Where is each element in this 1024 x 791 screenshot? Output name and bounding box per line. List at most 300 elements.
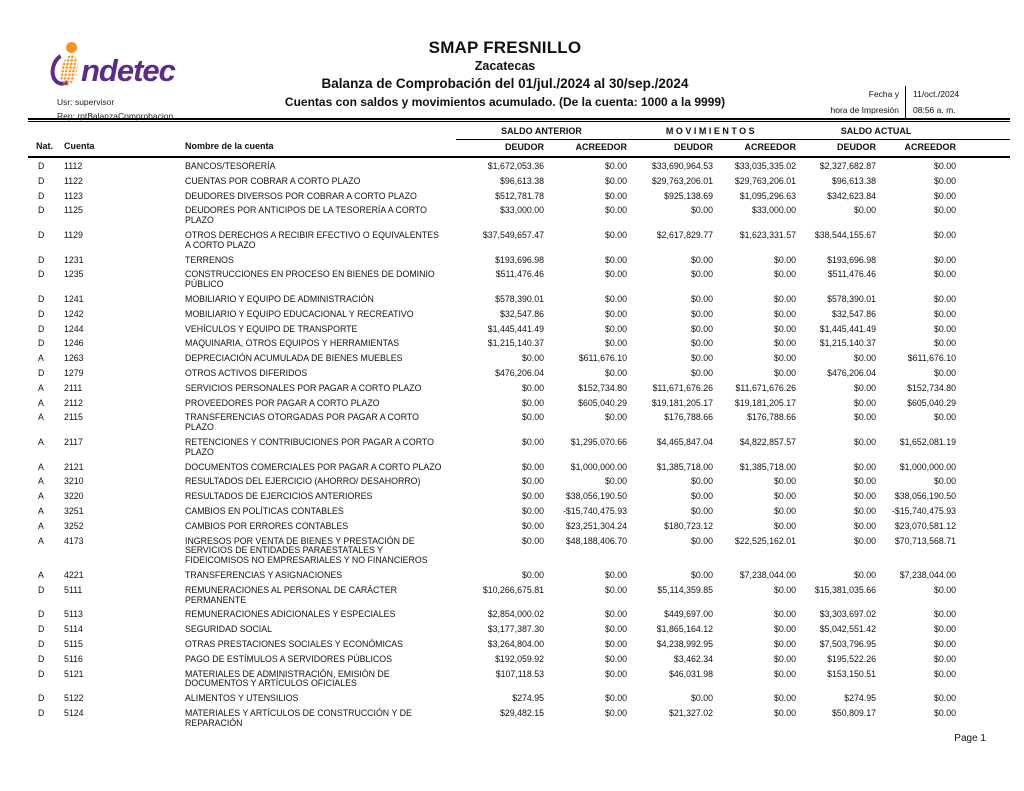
table-body: [28, 157, 1010, 731]
movimientos-deudor-cell: $0.00: [691, 368, 714, 379]
row-end-spacer: [956, 519, 1010, 534]
account-name-cell: RESULTADOS DEL EJERCICIO (AHORRO/ DESAHORRO): [185, 476, 421, 487]
account-code-cell: 1246: [64, 338, 84, 349]
row-end-spacer: [956, 157, 1010, 175]
account-name-cell: DEUDORES DIVERSOS POR COBRAR A CORTO PLAZO: [185, 190, 417, 201]
saldo-anterior-acreedor-cell: $0.00: [605, 323, 628, 334]
nat-cell: A: [38, 382, 44, 393]
nat-cell: D: [38, 368, 45, 379]
saldo-anterior-deudor-cell: $32,547.86: [499, 308, 544, 319]
movimientos-deudor-cell: $0.00: [691, 693, 714, 704]
saldo-anterior-acreedor-cell: $1,000,000.00: [570, 461, 628, 472]
title-block: [250, 38, 760, 109]
account-row: [28, 189, 1010, 204]
saldo-actual-acreedor-cell: $0.00: [934, 653, 957, 664]
movimientos-acreedor-cell: $0.00: [774, 368, 797, 379]
saldo-anterior-acreedor-cell: $0.00: [605, 368, 628, 379]
nat-cell: D: [38, 294, 45, 305]
entity-state: Zacatecas: [474, 59, 536, 73]
nat-cell: A: [38, 437, 44, 448]
movimientos-deudor-cell: $29,763,206.01: [651, 175, 714, 186]
account-row: [28, 307, 1010, 322]
saldo-actual-deudor-cell: $38,544,155.67: [814, 230, 877, 241]
saldo-actual-acreedor-cell: $1,000,000.00: [899, 461, 957, 472]
nat-cell: D: [38, 638, 45, 649]
report-title: Balanza de Comprobación del 01/jul./2024 al 30/sep./2024: [321, 76, 689, 91]
saldo-actual-deudor-cell: $1,445,441.49: [819, 323, 877, 334]
saldo-actual-deudor-cell: $0.00: [854, 205, 877, 216]
account-code-cell: 1112: [64, 161, 83, 172]
saldo-actual-deudor-cell: $0.00: [854, 570, 877, 580]
row-end-spacer: [956, 608, 1010, 623]
saldo-actual-acreedor-cell: $0.00: [934, 205, 957, 216]
row-end-spacer: [956, 352, 1010, 367]
row-end-spacer: [956, 652, 1010, 667]
row-end-spacer: [956, 189, 1010, 204]
movimientos-acreedor-cell: $33,035,335.02: [734, 161, 797, 172]
saldo-anterior-acreedor-cell: $0.00: [605, 230, 628, 241]
account-name-cell: DEUDORES POR ANTICIPOS DE LA TESORERÍA A CORTO PLAZO: [185, 205, 427, 226]
user-line: Usr: supervisor: [57, 97, 115, 107]
account-code-cell: 1235: [64, 269, 84, 280]
saldo-actual-acreedor-cell: $0.00: [934, 584, 957, 595]
saldo-anterior-acreedor-cell: $152,734.80: [578, 382, 628, 393]
account-name-cell: RETENCIONES Y CONTRIBUCIONES POR PAGAR A CORTO PLAZO: [185, 437, 434, 457]
saldo-actual-deudor-cell: $0.00: [854, 506, 877, 517]
saldo-actual-acreedor-cell: $38,056,190.50: [894, 491, 957, 502]
movimientos-acreedor-cell: $0.00: [774, 653, 797, 664]
entity-title: SMAP FRESNILLO: [428, 38, 582, 57]
group-header-saldo-anterior: SALDO ANTERIOR: [456, 124, 627, 139]
print-meta: [812, 86, 988, 118]
movimientos-deudor-cell: $0.00: [691, 353, 714, 364]
saldo-anterior-deudor-cell: $193,696.98: [495, 254, 544, 265]
saldo-anterior-deudor-cell: $0.00: [521, 506, 544, 517]
nat-cell: D: [38, 584, 45, 595]
saldo-anterior-acreedor-cell: $0.00: [605, 269, 628, 280]
account-row: [28, 623, 1010, 638]
saldo-anterior-acreedor-cell: $0.00: [605, 707, 628, 718]
account-name-cell: DEPRECIACIÓN ACUMULADA DE BIENES MUEBLES: [185, 353, 403, 364]
nat-cell: A: [38, 461, 44, 472]
account-code-cell: 1122: [64, 175, 83, 186]
movimientos-deudor-cell: $0.00: [691, 491, 714, 502]
saldo-actual-acreedor-cell: $0.00: [934, 609, 957, 620]
account-code-cell: 5114: [64, 624, 83, 635]
nat-cell: D: [38, 693, 45, 704]
nat-cell: A: [38, 353, 44, 364]
account-name-cell: CONSTRUCCIONES EN PROCESO EN BIENES DE DOMINIO PÚBLICO: [185, 269, 435, 290]
movimientos-acreedor-cell: $0.00: [774, 308, 797, 319]
movimientos-acreedor-cell: $0.00: [774, 624, 797, 635]
print-date-label: Fecha y: [812, 86, 906, 102]
row-end-spacer: [956, 337, 1010, 352]
saldo-anterior-deudor-cell: $3,177,387.30: [487, 624, 544, 635]
saldo-anterior-deudor-cell: $2,854,000.02: [487, 609, 544, 620]
report-scope: Cuentas con saldos y movimientos acumulado. (De la cuenta: 1000 a la 9999): [284, 95, 726, 109]
saldo-anterior-deudor-cell: $0.00: [521, 461, 544, 472]
account-row: [28, 396, 1010, 411]
saldo-anterior-deudor-cell: $96,613.38: [499, 175, 544, 186]
saldo-anterior-deudor-cell: $476,206.04: [495, 368, 544, 379]
account-row: [28, 652, 1010, 667]
col-header-nat: Nat.: [28, 139, 64, 156]
saldo-actual-deudor-cell: $195,522.26: [827, 653, 877, 664]
account-name-cell: VEHÍCULOS Y EQUIPO DE TRANSPORTE: [185, 323, 358, 334]
saldo-anterior-deudor-cell: $511,476.46: [495, 269, 544, 280]
account-name-cell: OTROS DERECHOS A RECIBIR EFECTIVO O EQUIVALENTES A CORTO PLAZO: [185, 230, 440, 250]
saldo-actual-deudor-cell: $3,303,697.02: [819, 609, 877, 620]
account-name-cell: MOBILIARIO Y EQUIPO EDUCACIONAL Y RECREATIVO: [185, 308, 414, 319]
movimientos-acreedor-cell: $0.00: [774, 476, 797, 487]
nat-cell: A: [38, 491, 44, 502]
nat-cell: D: [38, 175, 45, 186]
nat-cell: D: [38, 624, 45, 635]
movimientos-deudor-cell: $4,465,847.04: [656, 437, 714, 448]
account-code-cell: 1279: [64, 368, 84, 379]
saldo-actual-acreedor-cell: -$15,740,475.93: [891, 506, 957, 517]
row-end-spacer: [956, 623, 1010, 638]
movimientos-acreedor-cell: $0.00: [774, 693, 797, 704]
col-header-acreedor-actual: ACREEDOR: [876, 139, 956, 156]
saldo-anterior-acreedor-cell: $0.00: [605, 161, 628, 172]
movimientos-deudor-cell: $3,462.34: [673, 653, 714, 664]
saldo-actual-acreedor-cell: $70,713,568.71: [894, 535, 957, 546]
saldo-anterior-deudor-cell: $0.00: [521, 353, 544, 364]
account-name-cell: OTROS ACTIVOS DIFERIDOS: [185, 368, 308, 379]
saldo-anterior-acreedor-cell: $0.00: [605, 294, 628, 305]
saldo-actual-acreedor-cell: $0.00: [934, 368, 957, 379]
account-row: [28, 706, 1010, 731]
row-end-spacer: [956, 229, 1010, 254]
movimientos-deudor-cell: $1,865,164.12: [656, 624, 714, 635]
movimientos-deudor-cell: $925,138.69: [664, 190, 714, 201]
movimientos-deudor-cell: $0.00: [691, 476, 714, 487]
account-row: [28, 519, 1010, 534]
movimientos-deudor-cell: $2,617,829.77: [656, 230, 714, 241]
row-end-spacer: [956, 293, 1010, 308]
movimientos-deudor-cell: $21,327.02: [668, 707, 714, 718]
row-end-spacer: [956, 505, 1010, 520]
saldo-anterior-deudor-cell: $0.00: [521, 397, 544, 408]
row-end-spacer: [956, 692, 1010, 707]
saldo-actual-deudor-cell: $15,381,035.66: [814, 584, 877, 595]
saldo-actual-acreedor-cell: $611,676.10: [907, 353, 957, 364]
account-name-cell: REMUNERACIONES AL PERSONAL DE CARÁCTER PERMANENTE: [185, 584, 397, 605]
movimientos-deudor-cell: $0.00: [691, 294, 714, 305]
saldo-actual-acreedor-cell: $0.00: [934, 175, 957, 186]
account-name-cell: BANCOS/TESORERÍA: [185, 161, 276, 172]
row-end-spacer: [956, 204, 1010, 229]
account-row: [28, 293, 1010, 308]
movimientos-acreedor-cell: $0.00: [774, 338, 797, 349]
saldo-actual-deudor-cell: $2,327,682.87: [819, 161, 877, 172]
account-code-cell: 4221: [64, 570, 84, 580]
movimientos-acreedor-cell: $176,788.66: [747, 412, 797, 423]
saldo-anterior-deudor-cell: $192,059.92: [495, 653, 544, 664]
account-row: [28, 337, 1010, 352]
account-name-cell: MOBILIARIO Y EQUIPO DE ADMINISTRACIÓN: [185, 294, 374, 305]
account-row: [28, 174, 1010, 189]
nat-cell: D: [38, 161, 45, 172]
page-number: Page 1: [954, 733, 986, 744]
movimientos-deudor-cell: $0.00: [691, 205, 714, 216]
account-code-cell: 2117: [64, 437, 83, 448]
account-code-cell: 1231: [64, 254, 84, 265]
col-header-deudor-anterior: DEUDOR: [456, 139, 544, 156]
saldo-actual-acreedor-cell: $0.00: [934, 190, 957, 201]
row-end-spacer: [956, 637, 1010, 652]
saldo-anterior-acreedor-cell: -$15,740,475.93: [562, 506, 628, 517]
movimientos-acreedor-cell: $0.00: [774, 323, 797, 334]
account-name-cell: CUENTAS POR COBRAR A CORTO PLAZO: [185, 175, 361, 186]
account-code-cell: 1242: [64, 308, 84, 319]
account-row: [28, 637, 1010, 652]
account-code-cell: 2112: [64, 397, 83, 408]
print-date-value: 11/oct./2024: [913, 89, 960, 99]
saldo-anterior-acreedor-cell: $0.00: [605, 668, 628, 679]
account-row: [28, 608, 1010, 623]
saldo-anterior-deudor-cell: $10,266,675.81: [482, 584, 544, 595]
account-code-cell: 1241: [64, 294, 84, 305]
saldo-actual-deudor-cell: $50,809.17: [831, 707, 877, 718]
saldo-anterior-acreedor-cell: $0.00: [605, 584, 628, 595]
logo-text: ndetec: [81, 53, 175, 88]
saldo-anterior-acreedor-cell: $0.00: [605, 624, 628, 635]
saldo-anterior-acreedor-cell: $0.00: [605, 653, 628, 664]
account-name-cell: DOCUMENTOS COMERCIALES POR PAGAR A CORTO PLAZO: [185, 461, 442, 472]
saldo-actual-acreedor-cell: $0.00: [934, 412, 957, 423]
account-row: [28, 583, 1010, 608]
row-end-spacer: [956, 396, 1010, 411]
saldo-anterior-acreedor-cell: $605,040.29: [578, 397, 628, 408]
saldo-anterior-acreedor-cell: $1,295,070.66: [570, 437, 628, 448]
saldo-anterior-acreedor-cell: $0.00: [605, 308, 628, 319]
saldo-actual-deudor-cell: $0.00: [854, 437, 877, 448]
saldo-actual-deudor-cell: $511,476.46: [827, 269, 877, 280]
movimientos-acreedor-cell: $1,095,296.63: [739, 190, 797, 201]
saldo-anterior-acreedor-cell: $38,056,190.50: [565, 491, 628, 502]
saldo-anterior-deudor-cell: $1,672,053.36: [487, 161, 544, 172]
movimientos-deudor-cell: $0.00: [691, 338, 714, 349]
account-code-cell: 1125: [64, 205, 83, 216]
nat-cell: A: [38, 520, 44, 531]
account-code-cell: 3251: [64, 506, 84, 517]
account-row: [28, 436, 1010, 461]
movimientos-deudor-cell: $0.00: [691, 308, 714, 319]
logo-letter-i: [55, 42, 81, 88]
saldo-actual-deudor-cell: $0.00: [854, 461, 877, 472]
account-code-cell: 5124: [64, 707, 84, 718]
movimientos-deudor-cell: $1,385,718.00: [656, 461, 714, 472]
saldo-anterior-acreedor-cell: $611,676.10: [578, 353, 628, 364]
movimientos-acreedor-cell: $0.00: [774, 707, 797, 718]
movimientos-deudor-cell: $449,697.00: [664, 609, 714, 620]
nat-cell: A: [38, 397, 44, 408]
nat-cell: D: [38, 668, 45, 679]
col-header-nombre: Nombre de la cuenta: [182, 139, 456, 156]
account-name-cell: TRANSFERENCIAS Y ASIGNACIONES: [185, 570, 343, 580]
saldo-actual-deudor-cell: $0.00: [854, 476, 877, 487]
saldo-anterior-deudor-cell: $578,390.01: [495, 294, 544, 305]
row-end-spacer: [956, 322, 1010, 337]
saldo-anterior-deudor-cell: $37,549,657.47: [482, 230, 544, 241]
saldo-anterior-deudor-cell: $0.00: [521, 382, 544, 393]
movimientos-deudor-cell: $5,114,359.85: [657, 584, 714, 595]
account-row: [28, 268, 1010, 293]
nat-cell: A: [38, 535, 44, 546]
saldo-actual-acreedor-cell: $0.00: [934, 668, 957, 679]
account-row: [28, 411, 1010, 436]
nat-cell: D: [38, 609, 45, 620]
movimientos-acreedor-cell: $0.00: [774, 506, 797, 517]
row-end-spacer: [956, 307, 1010, 322]
group-header-end-spacer: [956, 124, 1010, 139]
account-name-cell: MAQUINARIA, OTROS EQUIPOS Y HERRAMIENTAS: [185, 338, 400, 349]
movimientos-acreedor-cell: $0.00: [774, 520, 797, 531]
saldo-actual-deudor-cell: $0.00: [854, 535, 877, 546]
row-end-spacer: [956, 460, 1010, 475]
saldo-anterior-acreedor-cell: $0.00: [605, 175, 628, 186]
row-end-spacer: [956, 268, 1010, 293]
nat-cell: D: [38, 190, 45, 201]
saldo-actual-acreedor-cell: $0.00: [934, 638, 957, 649]
account-row: [28, 381, 1010, 396]
account-code-cell: 1263: [64, 353, 84, 364]
saldo-anterior-acreedor-cell: $0.00: [605, 693, 628, 704]
saldo-actual-deudor-cell: $7,503,796.95: [819, 638, 877, 649]
saldo-actual-deudor-cell: $0.00: [854, 382, 877, 393]
saldo-anterior-deudor-cell: $0.00: [521, 570, 544, 580]
account-code-cell: 3220: [64, 491, 84, 502]
movimientos-acreedor-cell: $29,763,206.01: [734, 175, 797, 186]
saldo-actual-deudor-cell: $0.00: [854, 397, 877, 408]
row-end-spacer: [956, 583, 1010, 608]
movimientos-deudor-cell: $0.00: [691, 269, 714, 280]
account-name-cell: SEGURIDAD SOCIAL: [185, 624, 273, 635]
saldo-actual-acreedor-cell: $0.00: [934, 693, 957, 704]
saldo-actual-acreedor-cell: $0.00: [934, 254, 957, 265]
nat-cell: D: [38, 308, 45, 319]
nat-cell: D: [38, 338, 45, 349]
account-name-cell: MATERIALES DE ADMINISTRACIÓN, EMISIÓN DE DOCUMENTOS Y ARTÍCULOS OFICIALES: [185, 668, 390, 689]
account-code-cell: 3210: [64, 476, 84, 487]
row-end-spacer: [956, 475, 1010, 490]
saldo-actual-acreedor-cell: $7,238,044.00: [899, 570, 957, 580]
movimientos-acreedor-cell: $22,525,162.01: [734, 535, 797, 546]
saldo-anterior-deudor-cell: $0.00: [521, 491, 544, 502]
saldo-anterior-acreedor-cell: $0.00: [605, 570, 628, 580]
account-row: [28, 692, 1010, 707]
nat-cell: A: [38, 570, 44, 580]
nat-cell: A: [38, 476, 44, 487]
row-end-spacer: [956, 411, 1010, 436]
account-row: [28, 534, 1010, 568]
row-end-spacer: [956, 534, 1010, 568]
saldo-anterior-acreedor-cell: $0.00: [605, 412, 628, 423]
saldo-actual-acreedor-cell: $0.00: [934, 323, 957, 334]
row-end-spacer: [956, 381, 1010, 396]
saldo-anterior-deudor-cell: $512,781.78: [495, 190, 544, 201]
nat-cell: A: [38, 506, 44, 517]
group-header-spacer: [28, 124, 456, 139]
saldo-anterior-deudor-cell: $0.00: [521, 520, 544, 531]
saldo-actual-acreedor-cell: $0.00: [934, 338, 957, 349]
account-name-cell: PAGO DE ESTÍMULOS A SERVIDORES PÚBLICOS: [185, 653, 392, 664]
account-row: [28, 204, 1010, 229]
movimientos-deudor-cell: $176,788.66: [664, 412, 714, 423]
group-header-row: [28, 124, 1010, 139]
account-name-cell: MATERIALES Y ARTÍCULOS DE CONSTRUCCIÓN Y DE REPARACIÓN: [185, 707, 412, 728]
saldo-anterior-deudor-cell: $29,482.15: [499, 707, 544, 718]
account-name-cell: REMUNERACIONES ADICIONALES Y ESPECIALES: [185, 609, 396, 620]
movimientos-acreedor-cell: $33,000.00: [751, 205, 797, 216]
saldo-actual-deudor-cell: $0.00: [854, 491, 877, 502]
account-row: [28, 505, 1010, 520]
saldo-actual-deudor-cell: $342,623.84: [827, 190, 877, 201]
account-name-cell: TERRENOS: [185, 254, 234, 265]
row-end-spacer: [956, 667, 1010, 692]
movimientos-acreedor-cell: $11,671,676.26: [735, 382, 797, 393]
col-header-cuenta: Cuenta: [64, 139, 182, 156]
account-row: [28, 157, 1010, 175]
saldo-actual-acreedor-cell: $23,070,581.12: [894, 520, 957, 531]
col-header-end-spacer: [956, 139, 1010, 156]
movimientos-acreedor-cell: $0.00: [774, 353, 797, 364]
movimientos-acreedor-cell: $4,822,857.57: [739, 437, 797, 448]
saldo-actual-acreedor-cell: $0.00: [934, 624, 957, 635]
account-code-cell: 2111: [64, 382, 83, 393]
saldo-anterior-deudor-cell: $33,000.00: [499, 205, 544, 216]
nat-cell: D: [38, 254, 45, 265]
nat-cell: A: [38, 412, 44, 423]
account-row: [28, 490, 1010, 505]
saldo-anterior-deudor-cell: $0.00: [521, 437, 544, 448]
report-id-line: Rep: rptBalanzaComprobacion: [57, 111, 174, 121]
saldo-anterior-deudor-cell: $107,118.53: [495, 668, 544, 679]
nat-cell: D: [38, 653, 45, 664]
movimientos-acreedor-cell: $0.00: [774, 491, 797, 502]
saldo-actual-deudor-cell: $153,150.51: [827, 668, 877, 679]
account-row: [28, 229, 1010, 254]
saldo-actual-acreedor-cell: $0.00: [934, 308, 957, 319]
account-name-cell: OTRAS PRESTACIONES SOCIALES Y ECONÓMICAS: [185, 638, 404, 649]
nat-cell: D: [38, 230, 45, 241]
account-row: [28, 569, 1010, 584]
saldo-anterior-acreedor-cell: $0.00: [605, 254, 628, 265]
account-code-cell: 1244: [64, 323, 84, 334]
saldo-actual-acreedor-cell: $0.00: [934, 707, 957, 718]
group-header-movimientos: MOVIMIENTOS: [627, 124, 796, 139]
nat-cell: D: [38, 707, 45, 718]
saldo-actual-deudor-cell: $193,696.98: [827, 254, 877, 265]
saldo-anterior-acreedor-cell: $0.00: [605, 205, 628, 216]
saldo-anterior-deudor-cell: $3,264,804.00: [487, 638, 544, 649]
movimientos-deudor-cell: $0.00: [691, 570, 714, 580]
movimientos-acreedor-cell: $0.00: [774, 584, 797, 595]
movimientos-deudor-cell: $0.00: [691, 254, 714, 265]
account-row: [28, 475, 1010, 490]
account-name-cell: TRANSFERENCIAS OTORGADAS POR PAGAR A CORTO PLAZO: [185, 412, 419, 433]
account-code-cell: 4173: [64, 535, 84, 546]
account-code-cell: 3252: [64, 520, 84, 531]
saldo-actual-deudor-cell: $578,390.01: [827, 294, 877, 305]
row-end-spacer: [956, 436, 1010, 461]
saldo-actual-deudor-cell: $0.00: [854, 412, 877, 423]
account-name-cell: PROVEEDORES POR PAGAR A CORTO PLAZO: [185, 397, 380, 408]
account-name-cell: INGRESOS POR VENTA DE BIENES Y PRESTACIÓN DE SERVICIOS DE ENTIDADES PARAESTATALES Y FIDEICOMISOS NO EMPRESARIALES Y NO FINANCIEROS: [185, 535, 428, 566]
account-name-cell: CAMBIOS EN POLÍTICAS CONTABLES: [185, 506, 344, 517]
